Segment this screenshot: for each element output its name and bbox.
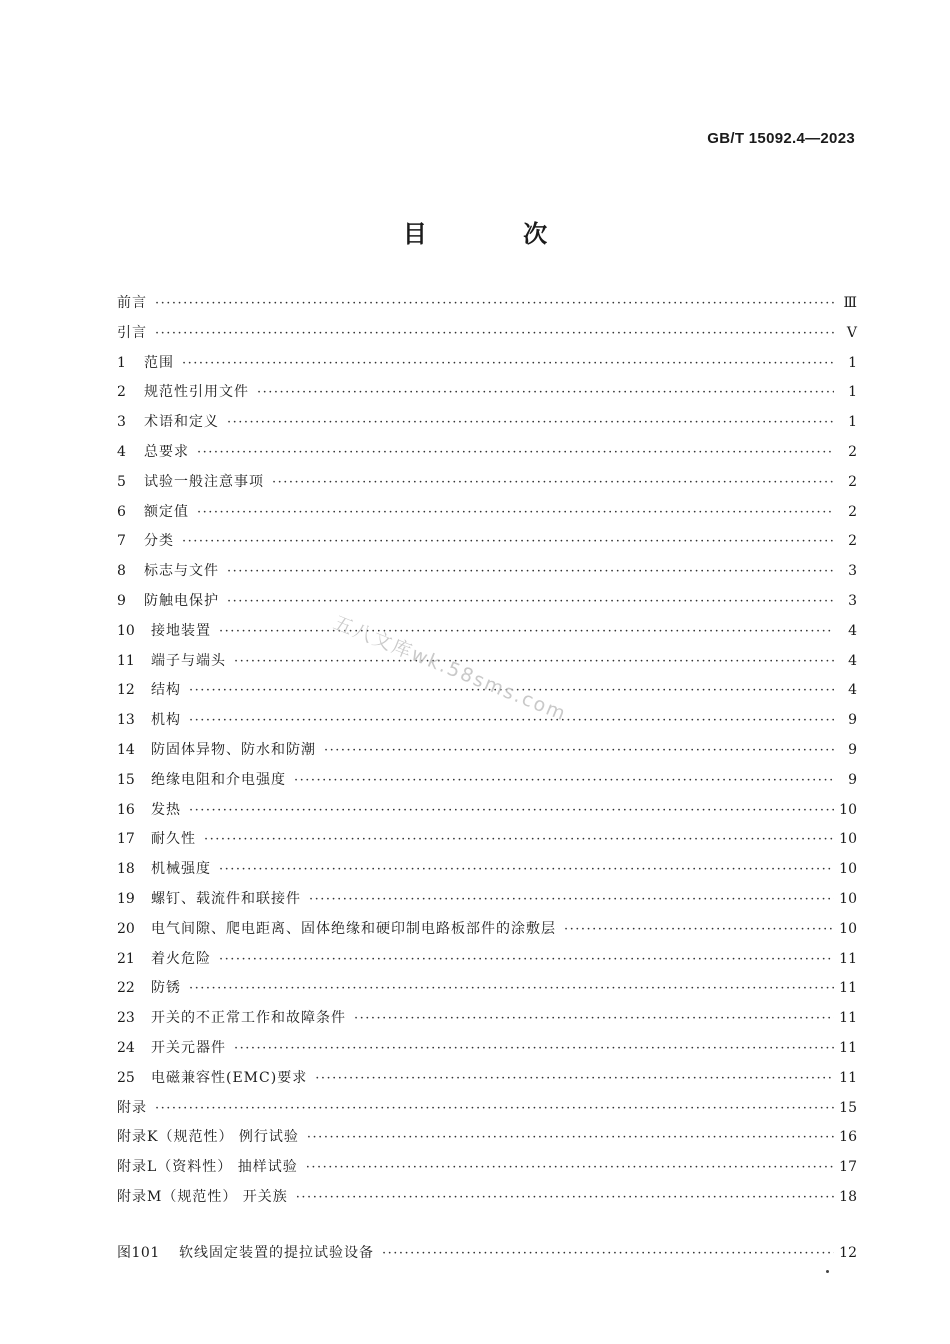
toc-list — [117, 292, 857, 1216]
toc-title: 目 次 — [402, 220, 592, 248]
dot-leader — [227, 564, 834, 579]
toc-entry-title: 防触电保护 — [144, 592, 219, 609]
toc-entry[interactable] — [117, 352, 857, 382]
toc-entry-title: 耐久性 — [151, 831, 196, 848]
toc-entry-page-number: 2 — [848, 443, 857, 460]
toc-entry-page-number: 3 — [848, 563, 857, 580]
toc-entry-title: 着火危险 — [151, 950, 211, 967]
toc-entry-page-number: 16 — [839, 1129, 857, 1146]
toc-entry-number: 24 — [117, 1039, 135, 1056]
dot-leader — [315, 1071, 834, 1086]
toc-entry-number: 7 — [117, 533, 126, 550]
dot-leader — [296, 1190, 834, 1205]
toc-entry-page-number: 11 — [839, 980, 857, 997]
toc-entry[interactable] — [117, 858, 857, 888]
toc-entry-title: 分类 — [144, 533, 174, 550]
toc-entry-title: 附录K（规范性） 例行试验 — [117, 1129, 299, 1146]
toc-entry-title: 防锈 — [151, 980, 181, 997]
toc-entry-number: 18 — [117, 861, 135, 878]
toc-entry-title: 引言 — [117, 324, 147, 341]
toc-entry[interactable] — [117, 501, 857, 531]
toc-entry-page-number: Ⅴ — [846, 324, 857, 341]
toc-entry[interactable] — [117, 977, 857, 1007]
toc-entry-page-number: 4 — [848, 622, 857, 639]
toc-entry-page-number: Ⅲ — [843, 295, 857, 311]
stray-mark — [826, 1270, 829, 1273]
toc-entry[interactable] — [117, 948, 857, 978]
dot-leader — [227, 594, 834, 609]
toc-entry-page-number: 9 — [848, 712, 857, 729]
toc-entry-number: 14 — [117, 741, 135, 758]
toc-entry-title: 端子与端头 — [151, 652, 226, 669]
dot-leader — [257, 385, 834, 400]
toc-entry[interactable] — [117, 918, 857, 948]
toc-entry-page-number: 11 — [839, 1039, 857, 1056]
toc-entry-title: 发热 — [151, 801, 181, 818]
watermark: 五八文库wk.58sms.com — [330, 611, 571, 726]
dot-leader — [155, 326, 834, 341]
toc-entry[interactable] — [117, 1007, 857, 1037]
toc-entry-number: 3 — [117, 414, 126, 431]
toc-entry-title: 绝缘电阻和介电强度 — [151, 771, 286, 788]
toc-entry-title: 规范性引用文件 — [144, 384, 249, 401]
toc-entry-title: 开关的不正常工作和故障条件 — [151, 1010, 346, 1027]
toc-entry-title: 附录 — [117, 1099, 147, 1116]
toc-entry-page-number: 10 — [839, 801, 857, 818]
toc-entry-title: 防固体异物、防水和防潮 — [151, 741, 316, 758]
toc-entry-number: 12 — [117, 682, 135, 699]
dot-leader — [324, 743, 834, 758]
dot-leader — [272, 475, 834, 490]
toc-entry-title: 机构 — [151, 712, 181, 729]
toc-entry-number: 16 — [117, 801, 135, 818]
toc-entry-page-number: 1 — [848, 414, 857, 431]
dot-leader — [306, 1160, 834, 1175]
toc-entry[interactable] — [117, 739, 857, 769]
toc-entry-title: 结构 — [151, 682, 181, 699]
toc-entry-page-number: 11 — [839, 1010, 857, 1027]
toc-entry-page-number: 17 — [839, 1159, 857, 1176]
toc-entry-title: 术语和定义 — [144, 414, 219, 431]
toc-entry-title: 附录M（规范性） 开关族 — [117, 1188, 288, 1205]
toc-entry[interactable] — [117, 530, 857, 560]
toc-entry-number: 15 — [117, 771, 135, 788]
toc-entry[interactable] — [117, 799, 857, 829]
toc-entry-title: 范围 — [144, 354, 174, 371]
toc-entry-page-number: 11 — [839, 1069, 857, 1086]
toc-entry-number: 9 — [117, 592, 126, 609]
toc-entry[interactable] — [117, 888, 857, 918]
toc-entry-number: 4 — [117, 443, 126, 460]
dot-leader — [307, 1130, 834, 1145]
dot-leader — [294, 773, 834, 788]
dot-leader — [189, 713, 834, 728]
toc-entry-title: 总要求 — [144, 443, 189, 460]
toc-entry-number: 1 — [117, 354, 126, 371]
dot-leader — [227, 415, 834, 430]
toc-entry-page-number: 1 — [848, 354, 857, 371]
dot-leader — [155, 1101, 834, 1116]
toc-entry-number: 8 — [117, 563, 126, 580]
toc-entry[interactable] — [117, 1067, 857, 1097]
toc-entry-number: 22 — [117, 980, 135, 997]
toc-entry-title: 电气间隙、爬电距离、固体绝缘和硬印制电路板部件的涂敷层 — [151, 920, 556, 937]
toc-entry-number: 6 — [117, 503, 126, 520]
dot-leader — [382, 1246, 834, 1261]
toc-entry[interactable] — [117, 441, 857, 471]
dot-leader — [182, 534, 834, 549]
toc-entry-page-number: 4 — [848, 682, 857, 699]
toc-entry[interactable] — [117, 590, 857, 620]
figure-page-number: 12 — [839, 1245, 857, 1261]
dot-leader — [234, 1041, 834, 1056]
toc-entry-number: 20 — [117, 920, 135, 937]
toc-entry[interactable] — [117, 1126, 857, 1156]
toc-entry-number: 17 — [117, 831, 135, 848]
dot-leader — [155, 296, 834, 311]
toc-entry[interactable] — [117, 560, 857, 590]
toc-entry[interactable] — [117, 709, 857, 739]
toc-entry-number: 13 — [117, 712, 135, 729]
dot-leader — [204, 832, 834, 847]
toc-entry[interactable] — [117, 1037, 857, 1067]
toc-entry-number: 2 — [117, 384, 126, 401]
toc-entry-page-number: 9 — [848, 741, 857, 758]
toc-entry-number: 10 — [117, 622, 135, 639]
toc-entry-page-number: 18 — [839, 1188, 857, 1205]
toc-entry-page-number: 3 — [848, 592, 857, 609]
dot-leader — [189, 981, 834, 996]
toc-entry-title: 附录L（资料性） 抽样试验 — [117, 1159, 298, 1176]
toc-entry-page-number: 2 — [848, 473, 857, 490]
figure-title: 软线固定装置的提拉试验设备 — [179, 1245, 374, 1261]
dot-leader — [564, 922, 834, 937]
toc-entry[interactable] — [117, 1097, 857, 1127]
toc-entry-title: 前言 — [117, 295, 147, 311]
dot-leader — [197, 505, 834, 520]
toc-entry-title: 螺钉、载流件和联接件 — [151, 890, 301, 907]
toc-entry-number: 5 — [117, 473, 126, 490]
toc-entry-page-number: 15 — [839, 1099, 857, 1116]
toc-entry[interactable] — [117, 471, 857, 501]
dot-leader — [219, 624, 834, 639]
dot-leader — [197, 445, 834, 460]
toc-entry[interactable] — [117, 322, 857, 352]
toc-entry-page-number: 1 — [848, 384, 857, 401]
dot-leader — [219, 952, 834, 967]
figure-label: 图101 — [117, 1245, 160, 1261]
toc-entry[interactable] — [117, 1156, 857, 1186]
toc-entry-page-number: 2 — [848, 533, 857, 550]
toc-entry-page-number: 10 — [839, 831, 857, 848]
dot-leader — [219, 862, 834, 877]
toc-entry[interactable] — [117, 381, 857, 411]
dot-leader — [189, 803, 834, 818]
toc-entry-page-number: 4 — [848, 652, 857, 669]
toc-entry-number: 21 — [117, 950, 135, 967]
toc-entry[interactable] — [117, 411, 857, 441]
toc-entry[interactable] — [117, 828, 857, 858]
figure-list-item[interactable] — [117, 1242, 857, 1262]
toc-entry[interactable] — [117, 769, 857, 799]
toc-entry-title: 额定值 — [144, 503, 189, 520]
toc-entry[interactable] — [117, 292, 857, 322]
dot-leader — [182, 356, 834, 371]
toc-entry-title: 电磁兼容性(EMC)要求 — [151, 1069, 308, 1086]
toc-entry[interactable] — [117, 620, 857, 650]
toc-entry-page-number: 2 — [848, 503, 857, 520]
toc-entry-title: 试验一般注意事项 — [144, 473, 264, 490]
toc-entry-page-number: 11 — [839, 950, 857, 967]
toc-entry-title: 机械强度 — [151, 861, 211, 878]
toc-entry-page-number: 9 — [848, 771, 857, 788]
toc-entry-title: 标志与文件 — [144, 563, 219, 580]
toc-entry-number: 11 — [117, 652, 135, 669]
toc-entry[interactable] — [117, 1186, 857, 1216]
dot-leader — [234, 654, 834, 669]
toc-entry-page-number: 10 — [839, 920, 857, 937]
standard-number: GB/T 15092.4—2023 — [707, 130, 855, 147]
toc-entry-number: 25 — [117, 1069, 135, 1086]
toc-entry-page-number: 10 — [839, 861, 857, 878]
dot-leader — [309, 892, 834, 907]
toc-entry-title: 接地装置 — [151, 622, 211, 639]
toc-entry-page-number: 10 — [839, 890, 857, 907]
dot-leader — [354, 1011, 834, 1026]
toc-entry-number: 23 — [117, 1010, 135, 1027]
toc-entry-number: 19 — [117, 890, 135, 907]
toc-entry-title: 开关元器件 — [151, 1039, 226, 1056]
